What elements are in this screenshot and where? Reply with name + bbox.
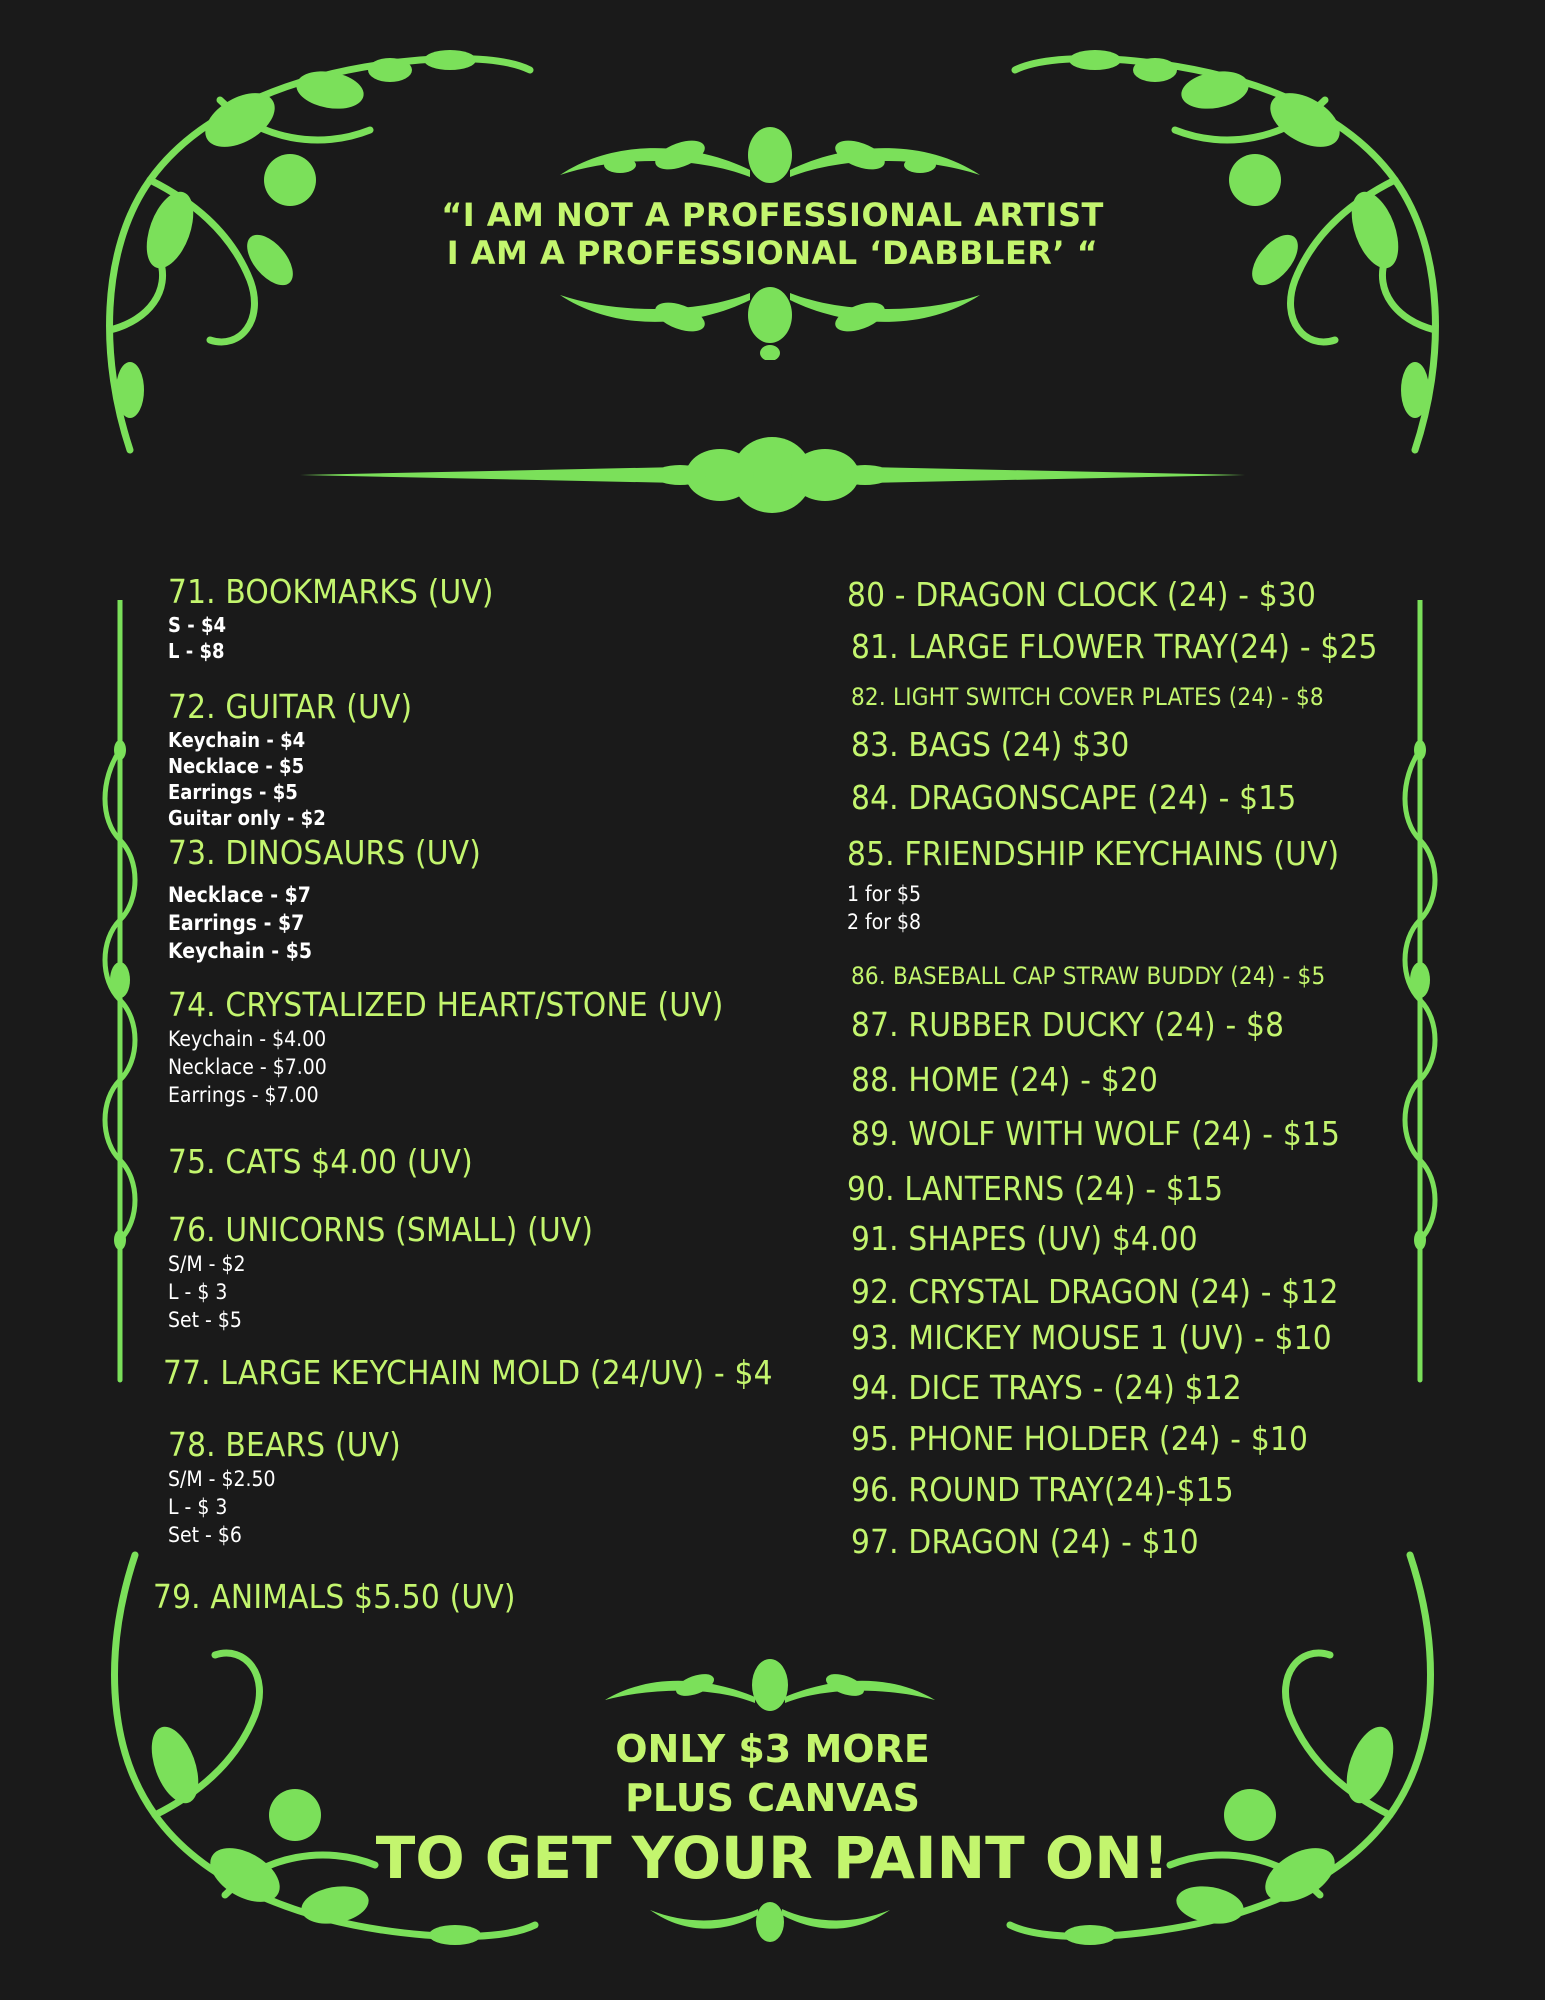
- item-title: 75. CATS $4.00 (UV): [168, 1142, 473, 1181]
- item-title: 85. FRIENDSHIP KEYCHAINS (UV): [847, 834, 1340, 873]
- item-price: Guitar only - $2: [168, 806, 326, 830]
- item-price: S - $4: [168, 613, 226, 637]
- list-item: 86. BASEBALL CAP STRAW BUDDY (24) - $5: [851, 962, 1326, 990]
- list-item: [168, 572, 494, 664]
- item-title: 77. LARGE KEYCHAIN MOLD (24/UV) - $4: [163, 1353, 773, 1392]
- item-details: [847, 880, 1339, 936]
- flourish-above-quote: [560, 115, 980, 185]
- list-item: [168, 687, 412, 831]
- item-price: S/M - $2.50: [168, 1467, 276, 1491]
- list-item: [847, 834, 1339, 936]
- item-price: Keychain - $5: [168, 939, 313, 963]
- list-item: [168, 1425, 401, 1549]
- footer-line-2: PLUS CANVAS: [625, 1776, 920, 1820]
- item-details: [168, 727, 412, 831]
- flourish-below-footer: [650, 1900, 890, 1950]
- item-price: Keychain - $4.00: [168, 1027, 327, 1051]
- list-item: 90. LANTERNS (24) - $15: [847, 1169, 1224, 1208]
- list-item: 96. ROUND TRAY(24)-$15: [851, 1470, 1234, 1509]
- list-item: [168, 985, 723, 1109]
- list-item: [168, 1210, 593, 1334]
- item-title: 71. BOOKMARKS (UV): [168, 572, 494, 611]
- list-item: 95. PHONE HOLDER (24) - $10: [851, 1419, 1309, 1458]
- item-title: 73. DINOSAURS (UV): [168, 833, 482, 872]
- divider-ornament: [300, 435, 1245, 515]
- list-item: 83. BAGS (24) $30: [851, 725, 1130, 764]
- item-details: [168, 1250, 593, 1334]
- list-item: 89. WOLF WITH WOLF (24) - $15: [851, 1114, 1341, 1153]
- list-item: 81. LARGE FLOWER TRAY(24) - $25: [851, 627, 1378, 666]
- left-vine-border: [100, 600, 140, 1390]
- footer-headline: TO GET YOUR PAINT ON!: [375, 1824, 1170, 1892]
- item-price: Earrings - $7: [168, 911, 305, 935]
- item-title: 78. BEARS (UV): [168, 1425, 401, 1464]
- header-quote: [0, 196, 1545, 272]
- quote-line-1: “I AM NOT A PROFESSIONAL ARTIST: [441, 196, 1104, 234]
- list-item: 97. DRAGON (24) - $10: [851, 1522, 1199, 1561]
- flourish-above-footer: [605, 1655, 935, 1715]
- list-item: 91. SHAPES (UV) $4.00: [851, 1219, 1198, 1258]
- quote-line-2: I AM A PROFESSIONAL ‘DABBLER’ “: [446, 234, 1099, 272]
- item-price: Earrings - $7.00: [168, 1083, 319, 1107]
- item-details: [168, 1465, 401, 1549]
- item-details: [168, 612, 494, 664]
- item-title: 74. CRYSTALIZED HEART/STONE (UV): [168, 985, 724, 1024]
- item-price: L - $ 3: [168, 1280, 228, 1304]
- item-price: Set - $6: [168, 1523, 242, 1547]
- list-item: 92. CRYSTAL DRAGON (24) - $12: [851, 1272, 1339, 1311]
- item-price: Necklace - $7.00: [168, 1055, 327, 1079]
- item-title: 79. ANIMALS $5.50 (UV): [153, 1577, 516, 1616]
- list-item: 93. MICKEY MOUSE 1 (UV) - $10: [851, 1318, 1332, 1357]
- item-price: Earrings - $5: [168, 780, 298, 804]
- item-title: 76. UNICORNS (SMALL) (UV): [168, 1210, 594, 1249]
- list-item: 80 - DRAGON CLOCK (24) - $30: [847, 575, 1317, 614]
- flourish-below-quote: [560, 285, 980, 360]
- item-price: S/M - $2: [168, 1252, 246, 1276]
- list-item: 88. HOME (24) - $20: [851, 1060, 1159, 1099]
- list-item: [168, 833, 481, 965]
- item-price: Necklace - $7: [168, 883, 311, 907]
- list-item: [168, 1142, 473, 1182]
- list-item: 87. RUBBER DUCKY (24) - $8: [851, 1005, 1285, 1044]
- list-item: 84. DRAGONSCAPE (24) - $15: [851, 778, 1297, 817]
- item-price: 1 for $5: [847, 882, 922, 906]
- right-vine-border: [1400, 600, 1440, 1390]
- item-title: 72. GUITAR (UV): [168, 687, 413, 726]
- item-details: [168, 881, 481, 965]
- list-item: 94. DICE TRAYS - (24) $12: [851, 1368, 1242, 1407]
- item-price: L - $ 3: [168, 1495, 228, 1519]
- footer-line-1: ONLY $3 MORE: [615, 1727, 930, 1771]
- item-price: Set - $5: [168, 1308, 242, 1332]
- item-price: 2 for $8: [847, 910, 922, 934]
- item-details: [168, 1025, 723, 1109]
- item-price: Necklace - $5: [168, 754, 305, 778]
- list-item: 82. LIGHT SWITCH COVER PLATES (24) - $8: [851, 683, 1324, 711]
- list-item: [153, 1577, 516, 1617]
- item-price: Keychain - $4: [168, 728, 306, 752]
- list-item: [163, 1353, 773, 1393]
- item-price: L - $8: [168, 639, 225, 663]
